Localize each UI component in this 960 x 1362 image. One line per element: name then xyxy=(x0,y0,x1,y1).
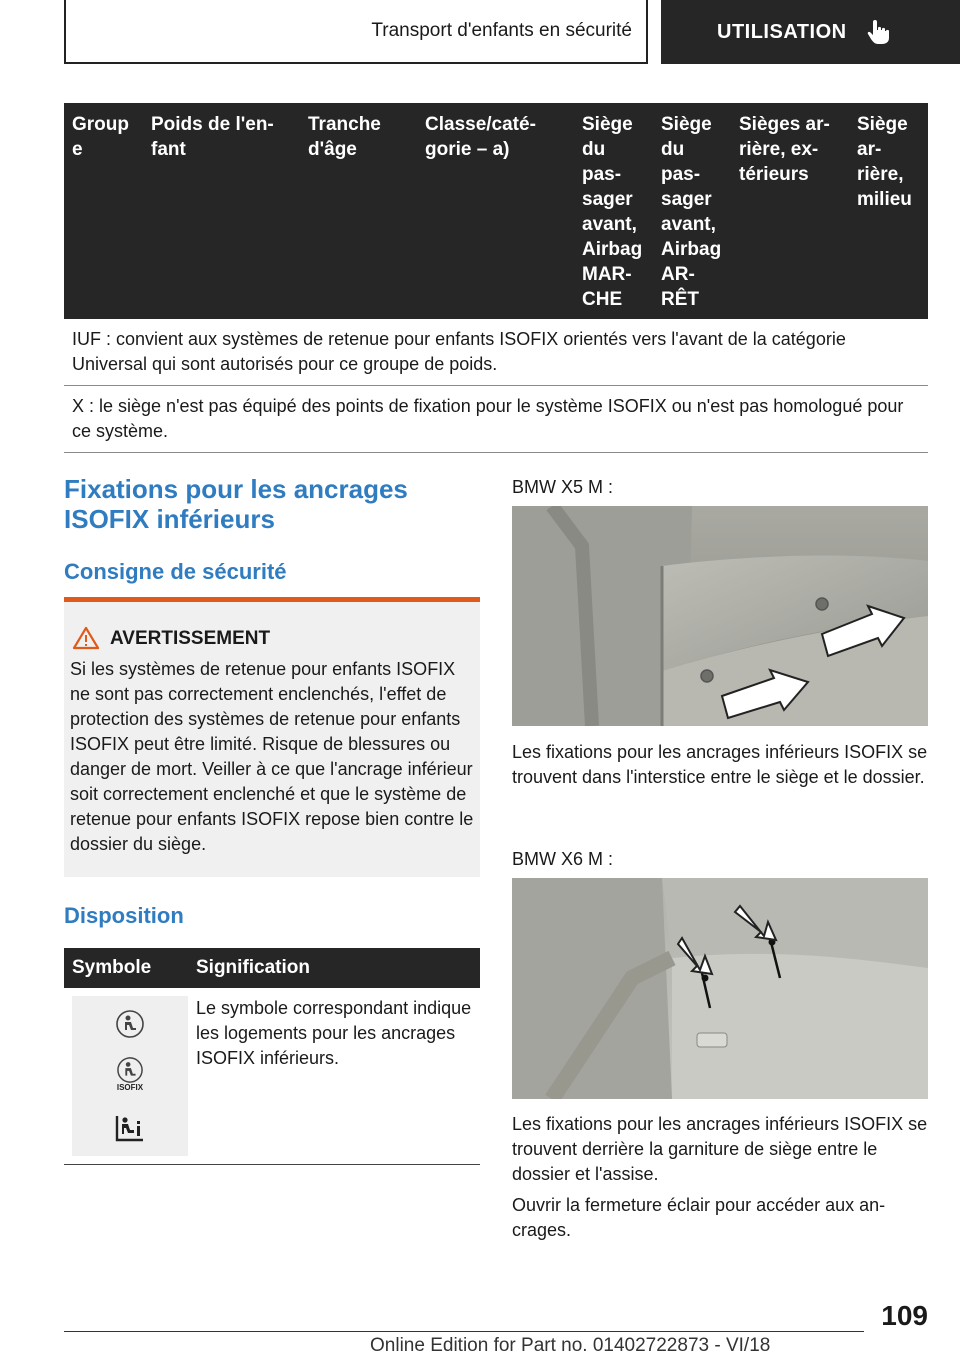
table-note-iuf: IUF : convient aux systèmes de retenue pour enfants ISOFIX orientés vers l'avant de la catégorie Universal qui sont autorisés pour ce groupe de poids. xyxy=(64,319,928,386)
subsection-safety: Consigne de sécurité xyxy=(64,559,287,584)
child-seat-isofix-icon xyxy=(117,1057,143,1083)
col-header-class: Classe/caté- gorie – a) xyxy=(425,114,536,160)
child-seat-table xyxy=(64,103,928,453)
section-title-isofix: Fixations pour les ancrages ISOFIX inférieurs xyxy=(64,474,408,534)
section-title: Transport d'enfants en sécurité xyxy=(371,20,632,41)
symbol-table-header xyxy=(64,948,480,988)
x6-label: BMW X6 M : xyxy=(512,849,614,869)
warning-text: Si les systèmes de retenue pour enfants ISOFIX ne sont pas correctement enclenchés, l'effet de protection des systèmes de retenue pour enfants ISOFIX peut être limité. Risque de blessures ou danger de mort. Veiller à ce que l'ancrage inférieur soit correctement enclenché et que le système de retenue pour enfants ISOFIX repose bien contre le dossier du siège. xyxy=(70,659,474,854)
x5-isofix-photo xyxy=(512,506,928,726)
col-header-front-airbag-off: Siège du pas- sager avant, Airbag AR- RÊT xyxy=(661,114,722,310)
warning-box xyxy=(64,597,480,877)
footer-rule xyxy=(64,1331,864,1332)
subsection-disposition: Disposition xyxy=(64,903,184,928)
isofix-badge xyxy=(117,1057,143,1092)
zip-instruction: Ouvrir la fermeture éclair pour accéder aux ancrages. xyxy=(512,1195,886,1240)
col-header-symbol: Symbole xyxy=(72,957,152,978)
warning-title: AVERTISSEMENT xyxy=(110,628,271,649)
child-seat-info-icon xyxy=(115,1112,145,1142)
symbol-meaning: Le symbole correspondant indique les logements pour les ancrages ISOFIX inférieurs. xyxy=(196,998,472,1068)
table-note-x: X : le siège n'est pas équipé des points de fixation pour le système ISOFIX ou n'est pas homologué pour ce système. xyxy=(64,386,928,453)
symbol-table-row xyxy=(64,988,480,1165)
col-header-rear-outer: Sièges ar- rière, ex- térieurs xyxy=(739,114,830,185)
child-seat-icon xyxy=(116,1010,144,1038)
running-header-section xyxy=(64,0,648,64)
page-number: 109 xyxy=(881,1300,928,1331)
table-header-row xyxy=(64,103,928,319)
isofix-symbols xyxy=(72,996,188,1156)
col-header-meaning: Signification xyxy=(196,957,310,978)
x5-label: BMW X5 M : xyxy=(512,477,614,497)
chapter-title: UTILISATION xyxy=(717,20,847,43)
col-header-front-airbag-on: Siège du pas- sager avant, Airbag MAR- CHE xyxy=(582,114,643,310)
hand-pointer-icon xyxy=(867,18,891,46)
x6-isofix-photo xyxy=(512,878,928,1099)
symbol-table xyxy=(64,948,480,1165)
isofix-label: ISOFIX xyxy=(116,1083,144,1093)
x6-caption: Les fixations pour les ancrages inférieurs ISOFIX se trouvent derrière la garniture de siège entre le dossier et l'assise. xyxy=(512,1114,928,1184)
col-header-group: Group e xyxy=(72,114,129,160)
warning-triangle-icon xyxy=(72,626,100,650)
col-header-weight: Poids de l'en- fant xyxy=(151,114,274,160)
x5-caption: Les fixations pour les ancrages inférieurs ISOFIX se trouvent dans l'interstice entre le siège et le dossier. xyxy=(512,742,928,787)
col-header-rear-middle: Siège ar- rière, milieu xyxy=(857,114,912,210)
edition-note: Online Edition for Part no. 01402722873 - VI/18 xyxy=(370,1335,771,1356)
col-header-age: Tranche d'âge xyxy=(308,114,381,160)
chapter-tab xyxy=(661,0,960,64)
